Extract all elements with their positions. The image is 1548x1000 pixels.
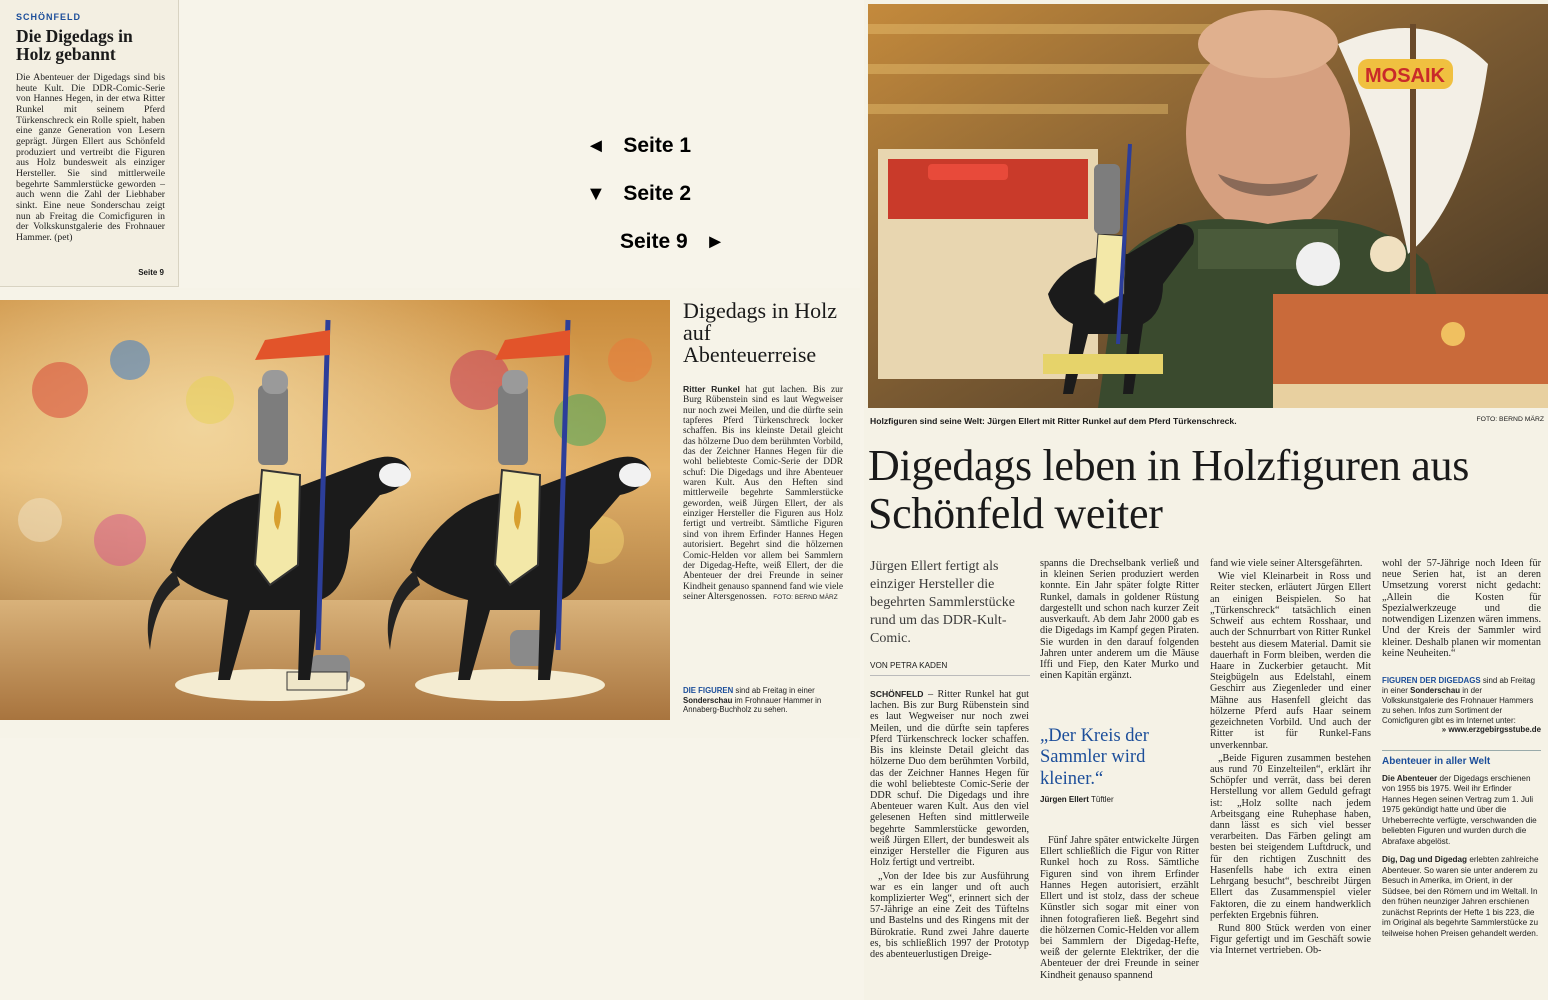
photo-article-info-text: sind ab Freitag in einer [733,686,815,695]
nav-current-label: Seite 2 [623,182,692,205]
main-teaser: Jürgen Ellert fertigt als einziger Hersteller die begehrten Sammlerstücke rund um das DDR-Kult-Comic. [870,559,1016,646]
col4-para-1: wohl der 57-Jährige noch Ideen für neue Serien hat, ist an deren Umsetzung vorerst nicht gedacht: „Allein die Kosten für Spezialwerkzeuge und die notwendigen Lizenzen wären immens. Und der Kreis der Sammler wird kleiner. Deshalb planen wir momentan keine Neuheiten.“ [1382,558,1541,659]
pull-quote [1040,726,1195,804]
column-3 [1210,558,1371,959]
knights-on-horses-image [0,300,670,720]
history-box-title: Abenteuer in aller Welt [1382,756,1491,767]
main-byline: VON PETRA KADEN [870,661,948,670]
nav-next-label: Seite 9 [620,230,688,253]
photo-article-credit: FOTO: BERND MÄRZ [773,593,838,601]
photo-article-lead: Ritter Runkel [683,384,740,394]
history-para-1-text: der Digedags erschienen von 1955 bis 1975. Weil ihr Erfinder Hannes Hegen seinen Vertrag zum 1. Juli 1975 gekündigt hatte und über die Urheberrechte verfügte, verschwanden die beliebten Figuren und wurden durch die Abrafaxe abgelöst. [1382,773,1537,846]
col3-para-3: „Beide Figuren zusammen bestehen aus rund 70 Einzelteilen“, erklärt ihr Schöpfer und verrät, dass bei deren Herstellung vor allem Geduld gefragt ist: „Holz sollte nach jedem Arbeitsgang eine Ruhephase haben, dann lässt es sich viel besser verarbeiten. Das Färben gelingt am besten bei steigendem Luftdruck, und für den richtigen Zuschnitt des Hasenfells habe ich extra einen Lehrgang besucht“, beschreibt Jürgen Ellert das Zusammenspiel vieler Faktoren, die zu einem handwerklich perfekten Ergebnis führen. [1210,752,1371,921]
main-headline: Digedags leben in Holzfiguren aus Schönfeld weiter [868,441,1470,539]
teaser-kicker: SCHÖNFELD [16,12,81,22]
col1-para-2: „Von der Idee bis zur Ausführung war es ein langer und oft auch komplizierter Weg“, erinnert sich der 57-Jährige an eine Zeit des Tüftelns und Bastelns und des Ringens mit der Bürokratie. Rund zwei Jahre dauerte es, bis schließlich 1997 der Prototyp des abenteuerlustigen Dreige- [870,870,1029,961]
history-para-1 [1382,774,1541,848]
info-figures-url[interactable]: » www.erzgebirgsstube.de [1441,725,1541,735]
ellert-photo-caption: Holzfiguren sind seine Welt: Jürgen Ellert mit Ritter Runkel auf dem Pferd Türkenschreck. [870,416,1237,426]
info-figures-text-a: sind ab Freitag in einer [1382,676,1536,695]
clip-teaser [0,0,179,287]
ellert-photo-credit: FOTO: BERND MÄRZ [1476,416,1544,423]
col1-para-1 [870,689,1029,869]
history-para-2 [1382,855,1541,939]
col1-dateline: SCHÖNFELD [870,689,924,699]
photo-article-info-label: DIE FIGUREN [683,686,734,695]
info-figures-text-b: in der Volkskunstgalerie des Frohnauer Hammers zu sehen. Infos zum Sortiment der Comicfiguren gibt es im Internet unter: [1382,685,1534,725]
photo-article-headline: Digedags in Holz auf Abenteuerreise [683,298,837,367]
column-2b [1040,835,1199,983]
photo-article-info-text2: im Frohnauer Hammer in Annaberg-Buchholz zu sehen. [683,695,822,715]
ellert-with-figures-image [868,4,1548,408]
info-figures-bold: Sonderschau [1410,685,1461,695]
history-para-2-lead: Dig, Dag und Digedag [1382,855,1468,865]
col3-para-2: Wie viel Kleinarbeit in Ross und Reiter stecken, erläutert Jürgen Ellert an einigen Beispielen. So hat „Türkenschreck“ tatsächlich einen Schweif aus echtem Rosshaar, und auch der Schnurrbart von Ritter Runkel besteht aus diesem Material. Damit sie dauerhaft in Form bleiben, werden die Haare in Zuckerbier getaucht. Mit Steigbügeln aus Edelstahl, einem Geschirr aus Ziegenleder und einer Mähne aus Hasenfell gleicht das hölzerne Pferd aufs Haar seinem gezeichneten Vorbild. Und auch der Ritter ist für Runkel-Fans unverkennbar. [1210,571,1371,751]
col2b-para-1: Fünf Jahre später entwickelte Jürgen Ellert schließlich die Figur von Ritter Runkel hoch zu Ross. Sämtliche Figuren sind von ihrem Erfinder Hannes Hegen autorisiert, erzählt Ellert und ist stolz, dass der scheue Künstler sich sogar mit einer von ihnen fotografieren ließ. Begehrt sind die hölzernen Comic-Helden vor allem bei Sammlern der Digedag-Hefte, weiß der gelernte Elektriker, der die Abenteuer der drei Freunde in seiner Kindheit genauso spannend [1040,835,1199,981]
pull-quote-name: Jürgen Ellert [1040,795,1089,805]
nav-prev-page[interactable] [586,134,691,158]
photo-article-info [683,686,843,715]
down-arrow-icon: ▼ [586,183,606,205]
nav-prev-label: Seite 1 [623,134,692,157]
knights-photo [0,300,670,720]
teaser-headline: Die Digedags in Holz gebannt [16,26,133,65]
column-4 [1382,558,1541,661]
mosaik-logo: MOSAIK [1365,65,1445,87]
byline-rule [870,675,1030,676]
info-box-divider [1382,750,1541,751]
right-arrow-icon: ► [705,231,726,253]
col3-para-1: fand wie viele seiner Altersgefährten. [1210,558,1363,569]
pull-quote-attribution [1040,795,1195,804]
history-para-1-lead: Die Abenteuer [1382,773,1438,783]
photo-article-text: hat gut lachen. Bis zur Burg Rübenstein sind es laut Wegweiser nur noch zwei Meilen, und die dürfte sein tapferes Pferd Türkenschreck locker schaffen. Bis ins kleinste Detail gleicht das hölzerne Duo dem berühmten Vorbild, das der Zeichner Hannes Hegen für die wohl beliebteste Comic-Serie der DDR schuf: Die Digedags und ihre Abenteuer waren Kult. Aus den Heften sind mittlerweile begehrte Sammlerstücke geworden, weiß Jürgen Ellert, der als einziger Hersteller die Figuren aus Holz fertigt und vertreibt. Sämtliche Figuren sind von ihrem Erfinder Hannes Hegen autorisiert. Begehrt sind die hölzernen Comic-Helden vor allem bei Sammlern der Digedag-Hefte, weiß Ellert, der die Abenteuer der drei Freunde in seiner Kindheit genauso spannend fand wie viele seiner Altersgenossen. [683,385,843,602]
col3-para-4: Rund 800 Stück werden von einer Figur gefertigt und im Geschäft sowie via Internet vertrieben. Ob- [1210,923,1371,957]
teaser-body: Die Abenteuer der Digedags sind bis heute Kult. Die DDR-Comic-Serie von Hannes Hegen, in der etwa Ritter Runkel mit seinem Pferd Türkenschreck ein Rolle spielt, haben eine ganze Generation von Lesern geprägt. Jürgen Ellert aus Schönfeld produziert und vertreibt die Figuren aus Holz bundesweit als einziger Hersteller. Sie sind mittlerweile begehrte Sammlerstücke geworden – auch wenn die Zahl der Liebhaber sinkt. Eine neue Sonderschau zeigt nun ab Freitag die Comicfiguren in der Volkskunstgalerie des Frohnauer Hammer. (pet) [16,72,165,244]
photo-article-body [683,385,843,602]
column-1 [870,689,1029,962]
info-figures-label: FIGUREN DER DIGEDAGS [1382,676,1481,685]
pull-quote-role: Tüftler [1088,795,1114,805]
col1-text-1: – Ritter Runkel hat gut lachen. Bis zur Burg Rübenstein sind es laut Wegweiser nur noch zwei Meilen, und die dürfte sein tapferes Pferd Türkenschreck locker schaffen. Bis ins kleinste Detail gleicht das hölzerne Duo dem berühmten Vorbild, das der Zeichner Hannes Hegen für die wohl beliebteste Comic-Serie der DDR schuf. Die Digedags und ihre Abenteuer waren Kult. Aus den viel gelesenen Heften sind mittlerweile begehrte Sammlerstücke geworden, weiß Jürgen Ellert, der bundesweit als einziger Hersteller die Figuren aus Holz fertigt und vertreibt. [870,689,1029,869]
clip-photo-article [0,288,860,738]
info-box-history [1382,756,1541,939]
teaser-page-ref[interactable]: Seite 9 [138,268,164,277]
col2-para-1: spanns die Drechselbank verließ und in kleinen Serien produziert werden konnte. Ein Jahr später folgte Ritter Runkel, damals in goldener Rüstung dargestellt und schon nach kurzer Zeit ausverkauft. Ab dem Jahr 2000 gab es die Digedags im Kampf gegen Piraten. Sie wurden in den darauf folgenden Jahren unter anderem um die Mäuse Iffi und Fiep, den Kater Murko und einen Kapitän ergänzt. [1040,558,1199,682]
clip-main-article [864,0,1548,1000]
history-para-2-text: erlebten zahlreiche Abenteuer. So waren sie unter anderem zu Besuch in Amerika, im Orient, in der Südsee, bei den Römern und im Weltall. In den frühen neunziger Jahren erschienen zunächst Reprints der Hefte 1 bis 223, die im Original als begehrte Sammlerstücke zu teilweise hohen Preisen gehandelt werden. [1382,855,1539,938]
ellert-photo [868,4,1548,408]
info-box-figures [1382,676,1541,735]
nav-current-page[interactable] [586,182,691,206]
pull-quote-text: „Der Kreis der Sammler wird kleiner.“ [1040,726,1149,789]
photo-article-info-bold: Sonderschau [683,695,733,705]
column-2 [1040,558,1199,683]
left-arrow-icon: ◄ [586,135,606,157]
nav-next-page[interactable] [620,230,725,254]
